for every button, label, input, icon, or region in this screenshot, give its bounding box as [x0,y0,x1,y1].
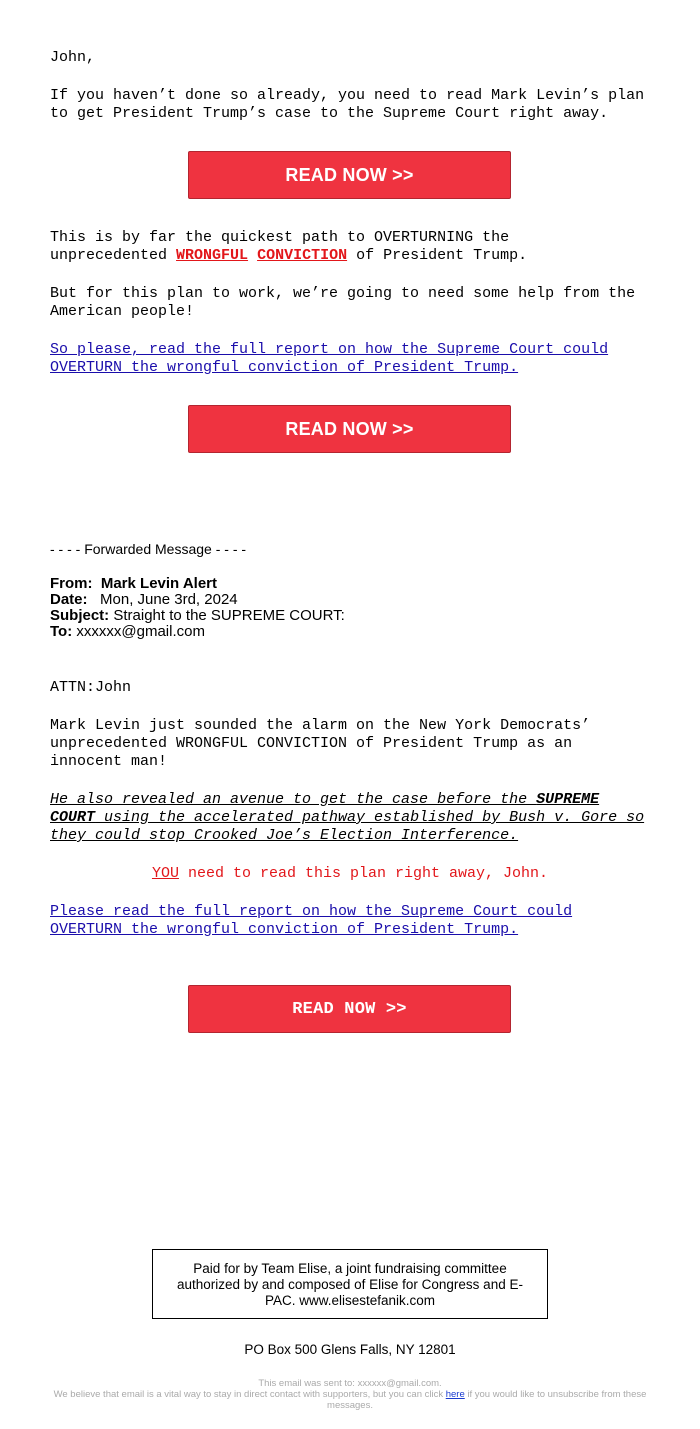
unsubscribe-text-before: We believe that email is a vital way to stay in direct contact with supporters, but you can click [53,1389,446,1400]
to-label: To: [50,623,73,640]
full-report-link-2[interactable]: Please read the full report on how the Supreme Court could OVERTURN the wrongful conviction of President Trump. [50,903,573,938]
date-label: Date: [50,591,88,608]
paid-for-disclaimer: Paid for by Team Elise, a joint fundraising committee authorized by and composed of Elise for Congress and E-PAC. www.elisestefanik.com [152,1249,548,1319]
you-rest-text: need to read this plan right away, John. [178,865,549,882]
unsubscribe-link[interactable]: here [445,1389,465,1400]
avenue-text-before: He also revealed an avenue to get the case before the [50,791,537,808]
read-now-button-1[interactable] [188,151,511,199]
you-need-to-read-line [50,865,650,883]
intro-paragraph: If you haven’t done so already, you need to read Mark Levin’s plan to get President Trump’s case to the Supreme Court right away. [50,87,645,122]
alarm-paragraph: Mark Levin just sounded the alarm on the New York Democrats’ unprecedented WRONGFUL CONVICTION of President Trump as an innocent man! [50,717,591,770]
avenue-text-after: using the accelerated pathway established by Bush v. Gore so they could stop Crooked Joe’s Election Interference. [50,809,645,844]
subject-line [50,608,650,624]
sent-to-notice: This email was sent to: xxxxxx@gmail.com. [258,1378,442,1389]
read-now-label: READ NOW >> [292,999,407,1019]
path-text-space [248,247,257,264]
unsubscribe-text-after: if you would like to unsubscribe from these messages. [327,1389,647,1411]
full-report-link-1[interactable]: So please, read the full report on how the Supreme Court could OVERTURN the wrongful conviction of President Trump. [50,341,609,376]
avenue-paragraph [50,791,645,845]
full-report-link-paragraph-1 [50,341,655,377]
path-text-after: of President Trump. [347,247,528,264]
forwarded-divider: - - - - Forwarded Message - - - - [50,541,247,557]
attn-line: ATTN:John [50,679,132,696]
help-paragraph: But for this plan to work, we’re going to need some help from the American people! [50,285,636,320]
from-line [50,576,650,592]
conviction-text: CONVICTION [257,247,348,264]
read-now-label: READ NOW >> [285,418,414,439]
from-value: Mark Levin Alert [100,575,217,592]
read-now-button-3[interactable] [188,985,511,1033]
read-now-button-2[interactable] [188,405,511,453]
full-report-link-paragraph-2 [50,903,640,939]
subject-value: Straight to the SUPREME COURT: [113,607,345,624]
forwarded-header [50,576,650,640]
wrongful-text: WRONGFUL [176,247,249,264]
you-text: YOU [151,865,179,882]
date-line [50,592,650,608]
read-now-label: READ NOW >> [285,164,414,185]
date-value: Mon, June 3rd, 2024 [100,591,238,608]
subject-label: Subject: [50,607,110,624]
from-label: From: [50,575,93,592]
to-value: xxxxxx@gmail.com [76,623,205,640]
path-text-before: This is by far the quickest path to OVERTURNING the unprecedented [50,229,510,264]
to-line [50,624,650,640]
greeting: John, [50,49,96,66]
supreme-court-bold: SUPREME COURT [50,791,600,826]
quickest-path-paragraph [50,229,610,265]
postal-address: PO Box 500 Glens Falls, NY 12801 [244,1342,456,1357]
unsubscribe-notice [50,1389,650,1411]
